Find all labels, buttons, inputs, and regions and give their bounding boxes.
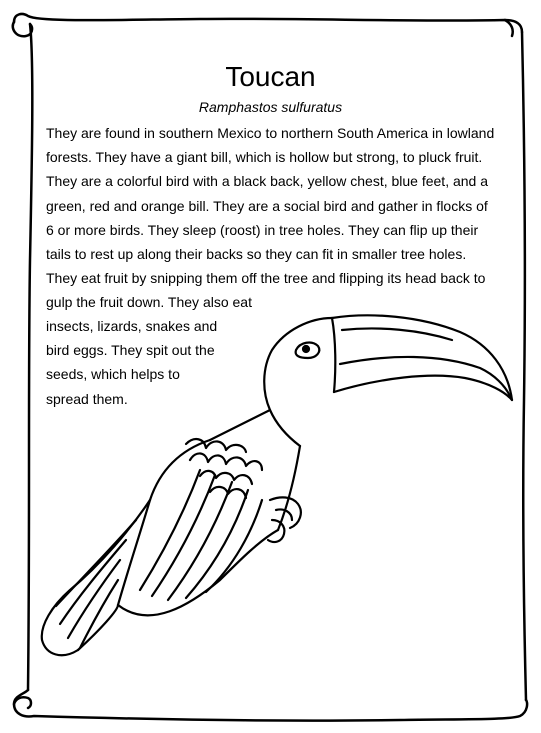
description-line: insects, lizards, snakes and: [46, 318, 218, 334]
description-line: tails to rest up along their backs so they can fit in smaller tree holes.: [46, 245, 467, 262]
page-title: Toucan: [225, 61, 316, 92]
description-line: They are a colorful bird with a black back, yellow chest, blue feet, and a: [46, 173, 489, 190]
description-line: green, red and orange bill. They are a social bird and gather in flocks of: [46, 197, 488, 214]
description-line: seeds, which helps to: [46, 366, 180, 383]
description-line: spread them.: [46, 390, 128, 407]
description-line: They are found in southern Mexico to northern South America in lowland: [46, 125, 495, 141]
description-line: gulp the fruit down. They also eat: [46, 294, 252, 311]
description-line: 6 or more birds. They sleep (roost) in tree holes. They can flip up their: [46, 221, 479, 238]
scientific-name: Ramphastos sulfuratus: [198, 99, 343, 115]
description-line: forests. They have a giant bill, which is hollow but strong, to pluck fruit.: [46, 149, 483, 166]
description-line: They eat fruit by snipping them off the tree and flipping its head back to: [46, 270, 486, 287]
description-line: bird eggs. They spit out the: [46, 342, 215, 359]
